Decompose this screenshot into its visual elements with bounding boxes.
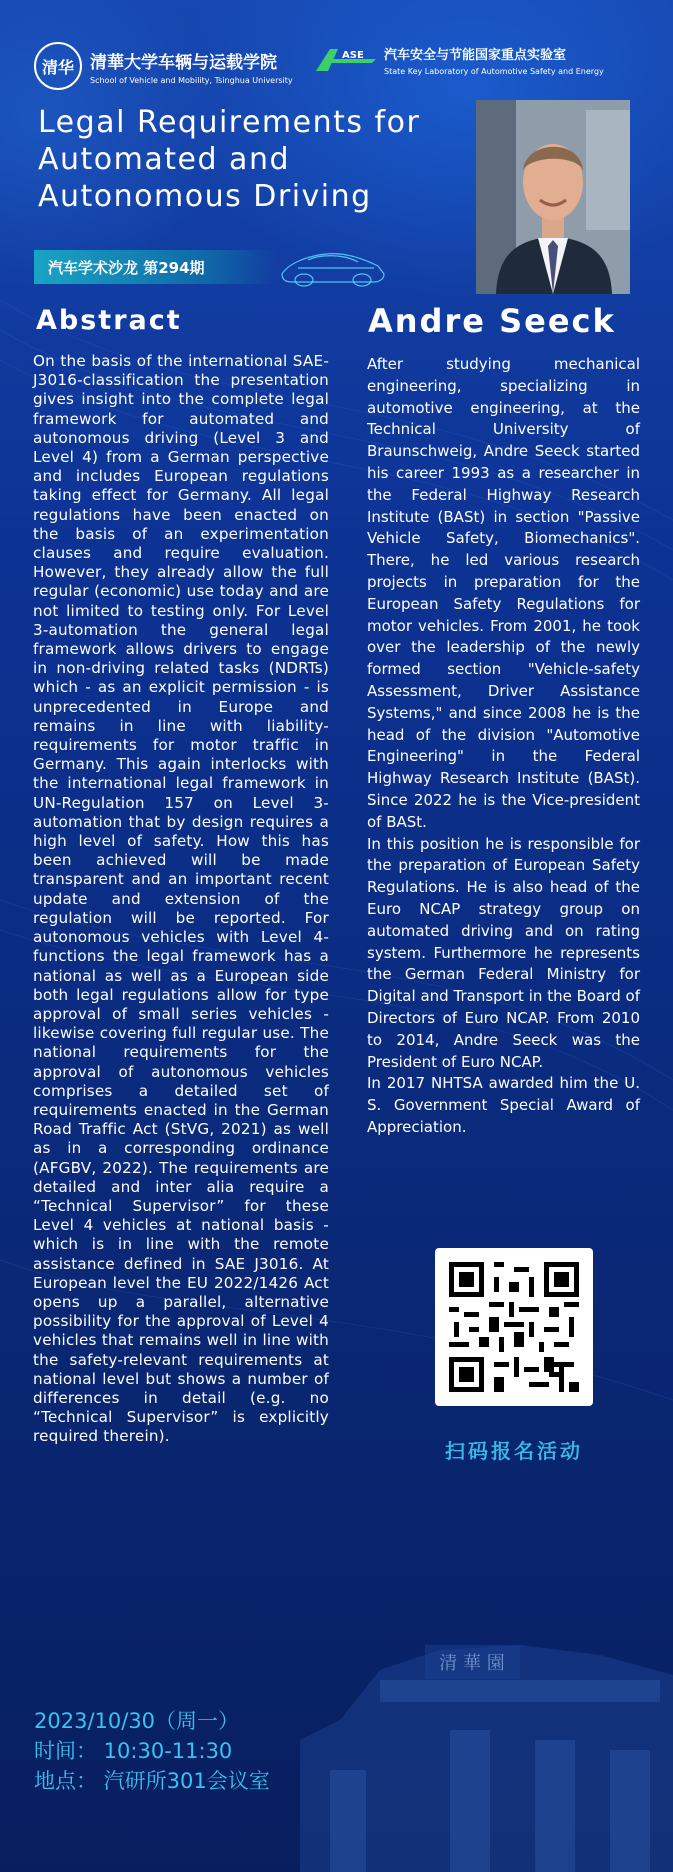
car-wireframe-icon	[278, 240, 388, 290]
speaker-photo	[476, 100, 630, 294]
header	[34, 34, 643, 94]
event-info	[34, 1706, 270, 1796]
gate-plaque-text: 清 華 園	[439, 1653, 505, 1674]
ase-lab-logo	[314, 44, 604, 76]
event-place: 地点： 汽研所301会议室	[34, 1769, 270, 1793]
speaker-bio	[367, 354, 640, 1139]
lab-name-cn: 汽车安全与节能国家重点实验室	[384, 48, 567, 63]
title-line: Automated and	[38, 142, 290, 177]
salon-issue-badge: 汽车学术沙龙 第294期	[34, 250, 276, 284]
title-line: Autonomous Driving	[38, 179, 372, 214]
bio-paragraph: In 2017 NHTSA awarded him the U. S. Government Special Award of Appreciation.	[367, 1074, 640, 1136]
tsinghua-seal-icon: 清华	[34, 42, 82, 90]
tsinghua-name-en: School of Vehicle and Mobility, Tsinghua University	[90, 75, 293, 85]
tsinghua-logo	[34, 42, 293, 90]
registration-qr-code[interactable]	[435, 1248, 593, 1406]
tsinghua-name-cn: 清華大学车辆与运载学院	[90, 52, 277, 73]
tsinghua-gate-illustration	[300, 1440, 673, 1872]
abstract-heading: Abstract	[36, 305, 182, 336]
speaker-name: Andre Seeck	[368, 302, 616, 340]
title-line: Legal Requirements for	[38, 105, 421, 140]
qr-caption: 扫码报名活动	[445, 1439, 583, 1463]
event-time: 时间： 10:30-11:30	[34, 1739, 233, 1763]
ase-logo-icon	[314, 47, 378, 73]
abstract-text: On the basis of the international SAE-J3016-classification the presentation gives insight into the complete legal framework for automated and autonomous driving (Level 3 and Level 4) from a German perspective and includes European regulations taking effect for Germany. All legal regulations have been enacted on the basis of an experimentation clauses and require evaluation. However, they already allow the full regular (economic) use today and are not limited to testing only. For Level 3-automation the general legal framework allows drivers to engage in non-driving related tasks (NDRTs) which - as an explicit permission - is unprecedented in Europe and remains in line with liability-requirements for motor traffic in Germany. This again interlocks with the international legal framework in UN-Regulation 157 on Level 3-automation that by design requires a high level of safety. How this has been achieved will be made transparent and an important recent update and extension of the regulation will be reported. For autonomous vehicles with Level 4-functions the legal framework has a national as well as a European side both legal regulations allow for type approval of small series vehicles - likewise covering full regular use. The national requirements for the approval of autonomous vehicles comprises a detailed set of requirements enacted in the German Road Traffic Act (StVG, 2021) as well as in a corresponding ordinance (AFGBV, 2022). The requirements are detailed and inter alia require a “Technical Supervisor” for these Level 4 vehicles at national basis - which is in line with the remote assistance defined in SAE J3016. At European level the EU 2022/1426 Act opens up a parallel, alternative possibility for the approval of Level 4 vehicles that remains well in line with the safety-relevant requirements at national level but shows a number of differences in detail (e.g. no “Technical Supervisor” is explicitly required therein).	[33, 352, 329, 1446]
bio-paragraph: In this position he is responsible for the preparation of European Safety Regulations. He is also head of the Euro NCAP strategy group on automated driving and on rating system. Furthermore he represents the German Federal Ministry for Digital and Transport in the Board of Directors of Euro NCAP. From 2010 to 2014, Andre Seeck was the President of Euro NCAP.	[367, 834, 640, 1071]
page-title	[38, 104, 458, 215]
qr-code-icon	[449, 1262, 579, 1392]
event-date: 2023/10/30（周一）	[34, 1709, 240, 1733]
bio-paragraph: After studying mechanical engineering, specializing in automotive engineering, at the Technical University of Braunschweig, Andre Seeck started his career 1993 as a researcher in the Federal Highway Research Institute (BASt) in section "Passive Vehicle Safety, Biomechanics". There, he led various research projects in preparation for the European Safety Regulations for motor vehicles. From 2001, he took over the leadership of the newly formed section "Vehicle-safety Assessment, Driver Assistance Systems," and since 2008 he is the head of the division "Automotive Engineering" in the Federal Highway Research Institute (BASt). Since 2022 he is the Vice-president of BASt.	[367, 355, 640, 831]
svg-text:ASE: ASE	[342, 50, 364, 61]
lab-name-en: State Key Laboratory of Automotive Safety and Energy	[384, 67, 604, 76]
